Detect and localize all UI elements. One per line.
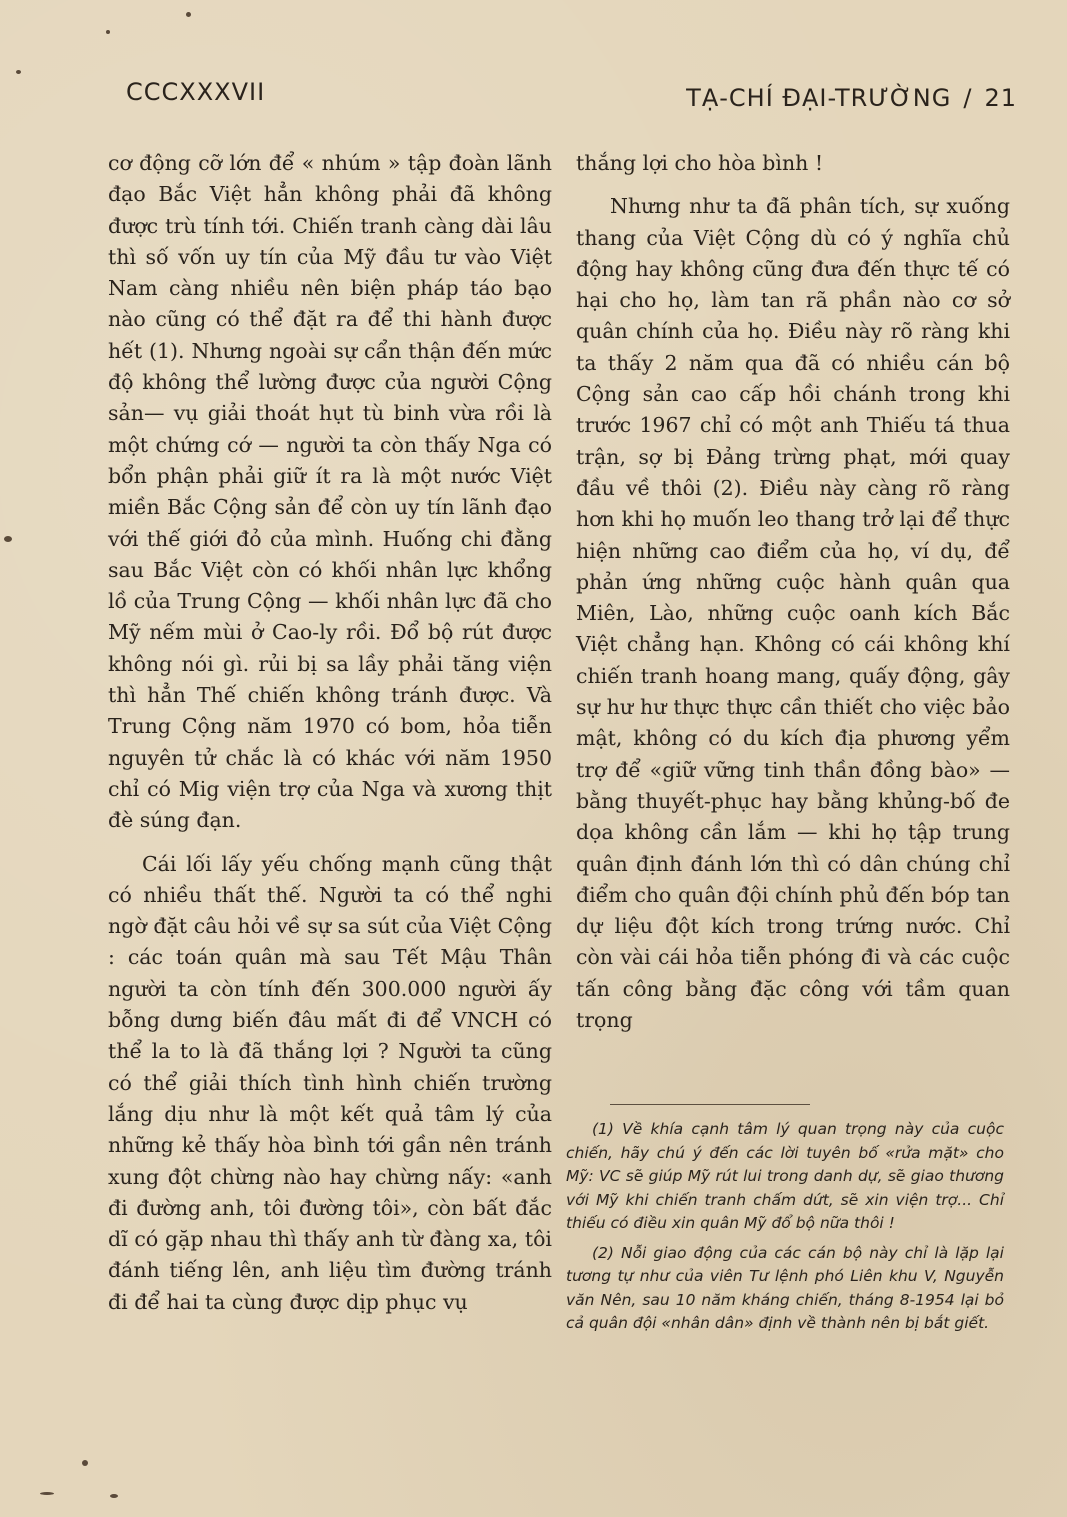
paragraph: Nhưng như ta đã phân tích, sự xuống thang của Việt Cộng dù có ý nghĩa chủ động hay không cũng đưa đến thực tế có hại cho họ, làm tan rã phần nào cơ sở quân chính của họ. Điều này rõ ràng khi ta thấy 2 năm qua đã có nhiều cán bộ Cộng sản cao cấp hồi chánh trong khi trước 1967 chỉ có một anh Thiếu tá thua trận, sợ bị Đảng trừng phạt, mới quay đầu về thôi (2). Điều này càng rõ ràng hơn khi họ muốn leo thang trở lại để thực hiện những cao điểm của họ, ví dụ, để phản ứng những cuộc hành quân qua Miên, Lào, những cuộc oanh kích Bắc Việt chẳng hạn. Không có cái không khí chiến tranh hoang mang, quấy động, gây sự hư hư thực thực cần thiết cho việc bảo mật, không có du kích địa phương yểm trợ để «giữ vững tinh thần đồng bào» — bằng thuyết-phục hay bằng khủng-bố đe dọa không cần lắm — khi họ tập trung quân định đánh lớn thì có dân chúng chỉ điểm cho quân đội chính phủ đến bóp tan dự liệu đột kích trong trứng nước. Chỉ còn vài cái hỏa tiễn phóng đi và các cuộc tấn công bằng đặc công với tầm quan trọng	[576, 194, 1010, 1033]
ink-speck	[4, 536, 12, 542]
ink-speck	[16, 70, 21, 74]
roman-numeral-label: CCCXXXVII	[126, 78, 266, 106]
paragraph: thắng lợi cho hòa bình !	[576, 151, 824, 175]
right-column	[576, 148, 1010, 1036]
running-header	[0, 78, 1067, 118]
paragraph: Cái lối lấy yếu chống mạnh cũng thật có nhiều thất thế. Người ta có thể nghi ngờ đặt câu hỏi về sự sa sút của Việt Cộng : các toán quân mà sau Tết Mậu Thân người ta còn tính đến 300.000 người ấy bỗng dưng biến đâu mất đi để VNCH có thể la to là đã thắng lợi ? Người ta cũng có thể giải thích tình hình chiến trường lắng dịu như là một kết quả tâm lý của những kẻ thấy hòa bình tới gần nên tránh xung đột chừng nào hay chừng nấy: «anh đi đường anh, tôi đường tôi», còn bất đắc dĩ có gặp nhau thì thấy anh từ đàng xa, tôi đánh tiếng lên, anh liệu tìm đường tránh đi để hai ta cùng được dịp phục vụ	[108, 851, 552, 1314]
header-title: TẠ-CHÍ ĐẠI-TRƯỜNG	[686, 84, 952, 112]
ink-speck	[82, 1460, 88, 1466]
page-number: 21	[984, 84, 1017, 112]
footnote: (2) Nỗi giao động của các cán bộ này chỉ là lặp lại tương tự như của viên Tư lệnh phó Liên khu V, Nguyễn văn Nên, sau 10 năm kháng chiến, tháng 8-1954 lại bỏ cả quân đội «nhân dân» định về thành nên bị bắt giết.	[566, 1243, 1004, 1332]
header-separator: /	[963, 84, 973, 112]
footnote-divider	[610, 1104, 810, 1105]
ink-speck	[40, 1492, 54, 1495]
ink-speck	[186, 12, 191, 17]
header-title-group	[686, 84, 1017, 112]
footnotes	[566, 1118, 1004, 1336]
ink-speck	[106, 30, 110, 34]
ink-speck	[110, 1494, 118, 1498]
footnote: (1) Về khía cạnh tâm lý quan trọng này của cuộc chiến, hãy chú ý đến các lời tuyên bố «rửa mặt» cho Mỹ: VC sẽ giúp Mỹ rút lui trong danh dự, sẽ giao thương với Mỹ khi chiến tranh chấm dứt, sẽ xin viện trợ... Chỉ thiếu có điều xin quân Mỹ đổ bộ nữa thôi !	[566, 1120, 1004, 1232]
paragraph: cơ động cỡ lớn để « nhúm » tập đoàn lãnh đạo Bắc Việt hẳn không phải đã không được trù tính tới. Chiến tranh càng dài lâu thì số vốn uy tín của Mỹ đầu tư vào Việt Nam càng nhiều nên biện pháp táo bạo nào cũng có thể đặt ra để thi hành được hết (1). Nhưng ngoài sự cẩn thận đến mức độ không thể lường được của người Cộng sản— vụ giải thoát hụt tù binh vừa rồi là một chứng cớ — người ta còn thấy Nga có bổn phận phải giữ ít ra là một nước Việt miền Bắc Cộng sản để còn uy tín lãnh đạo với thế giới đỏ của mình. Huống chi đằng sau Bắc Việt còn có khối nhân lực khổng lồ của Trung Cộng — khối nhân lực đã cho Mỹ nếm mùi ở Cao-ly rồi. Đổ bộ rút được không nói gì. rủi bị sa lầy phải tăng viện thì hẳn Thế chiến không tránh được. Và Trung Cộng năm 1970 có bom, hỏa tiễn nguyên tử chắc là có khác với năm 1950 chỉ có Mig viện trợ của Nga và xương thịt đè súng đạn.	[108, 151, 552, 833]
left-column	[108, 148, 552, 1318]
